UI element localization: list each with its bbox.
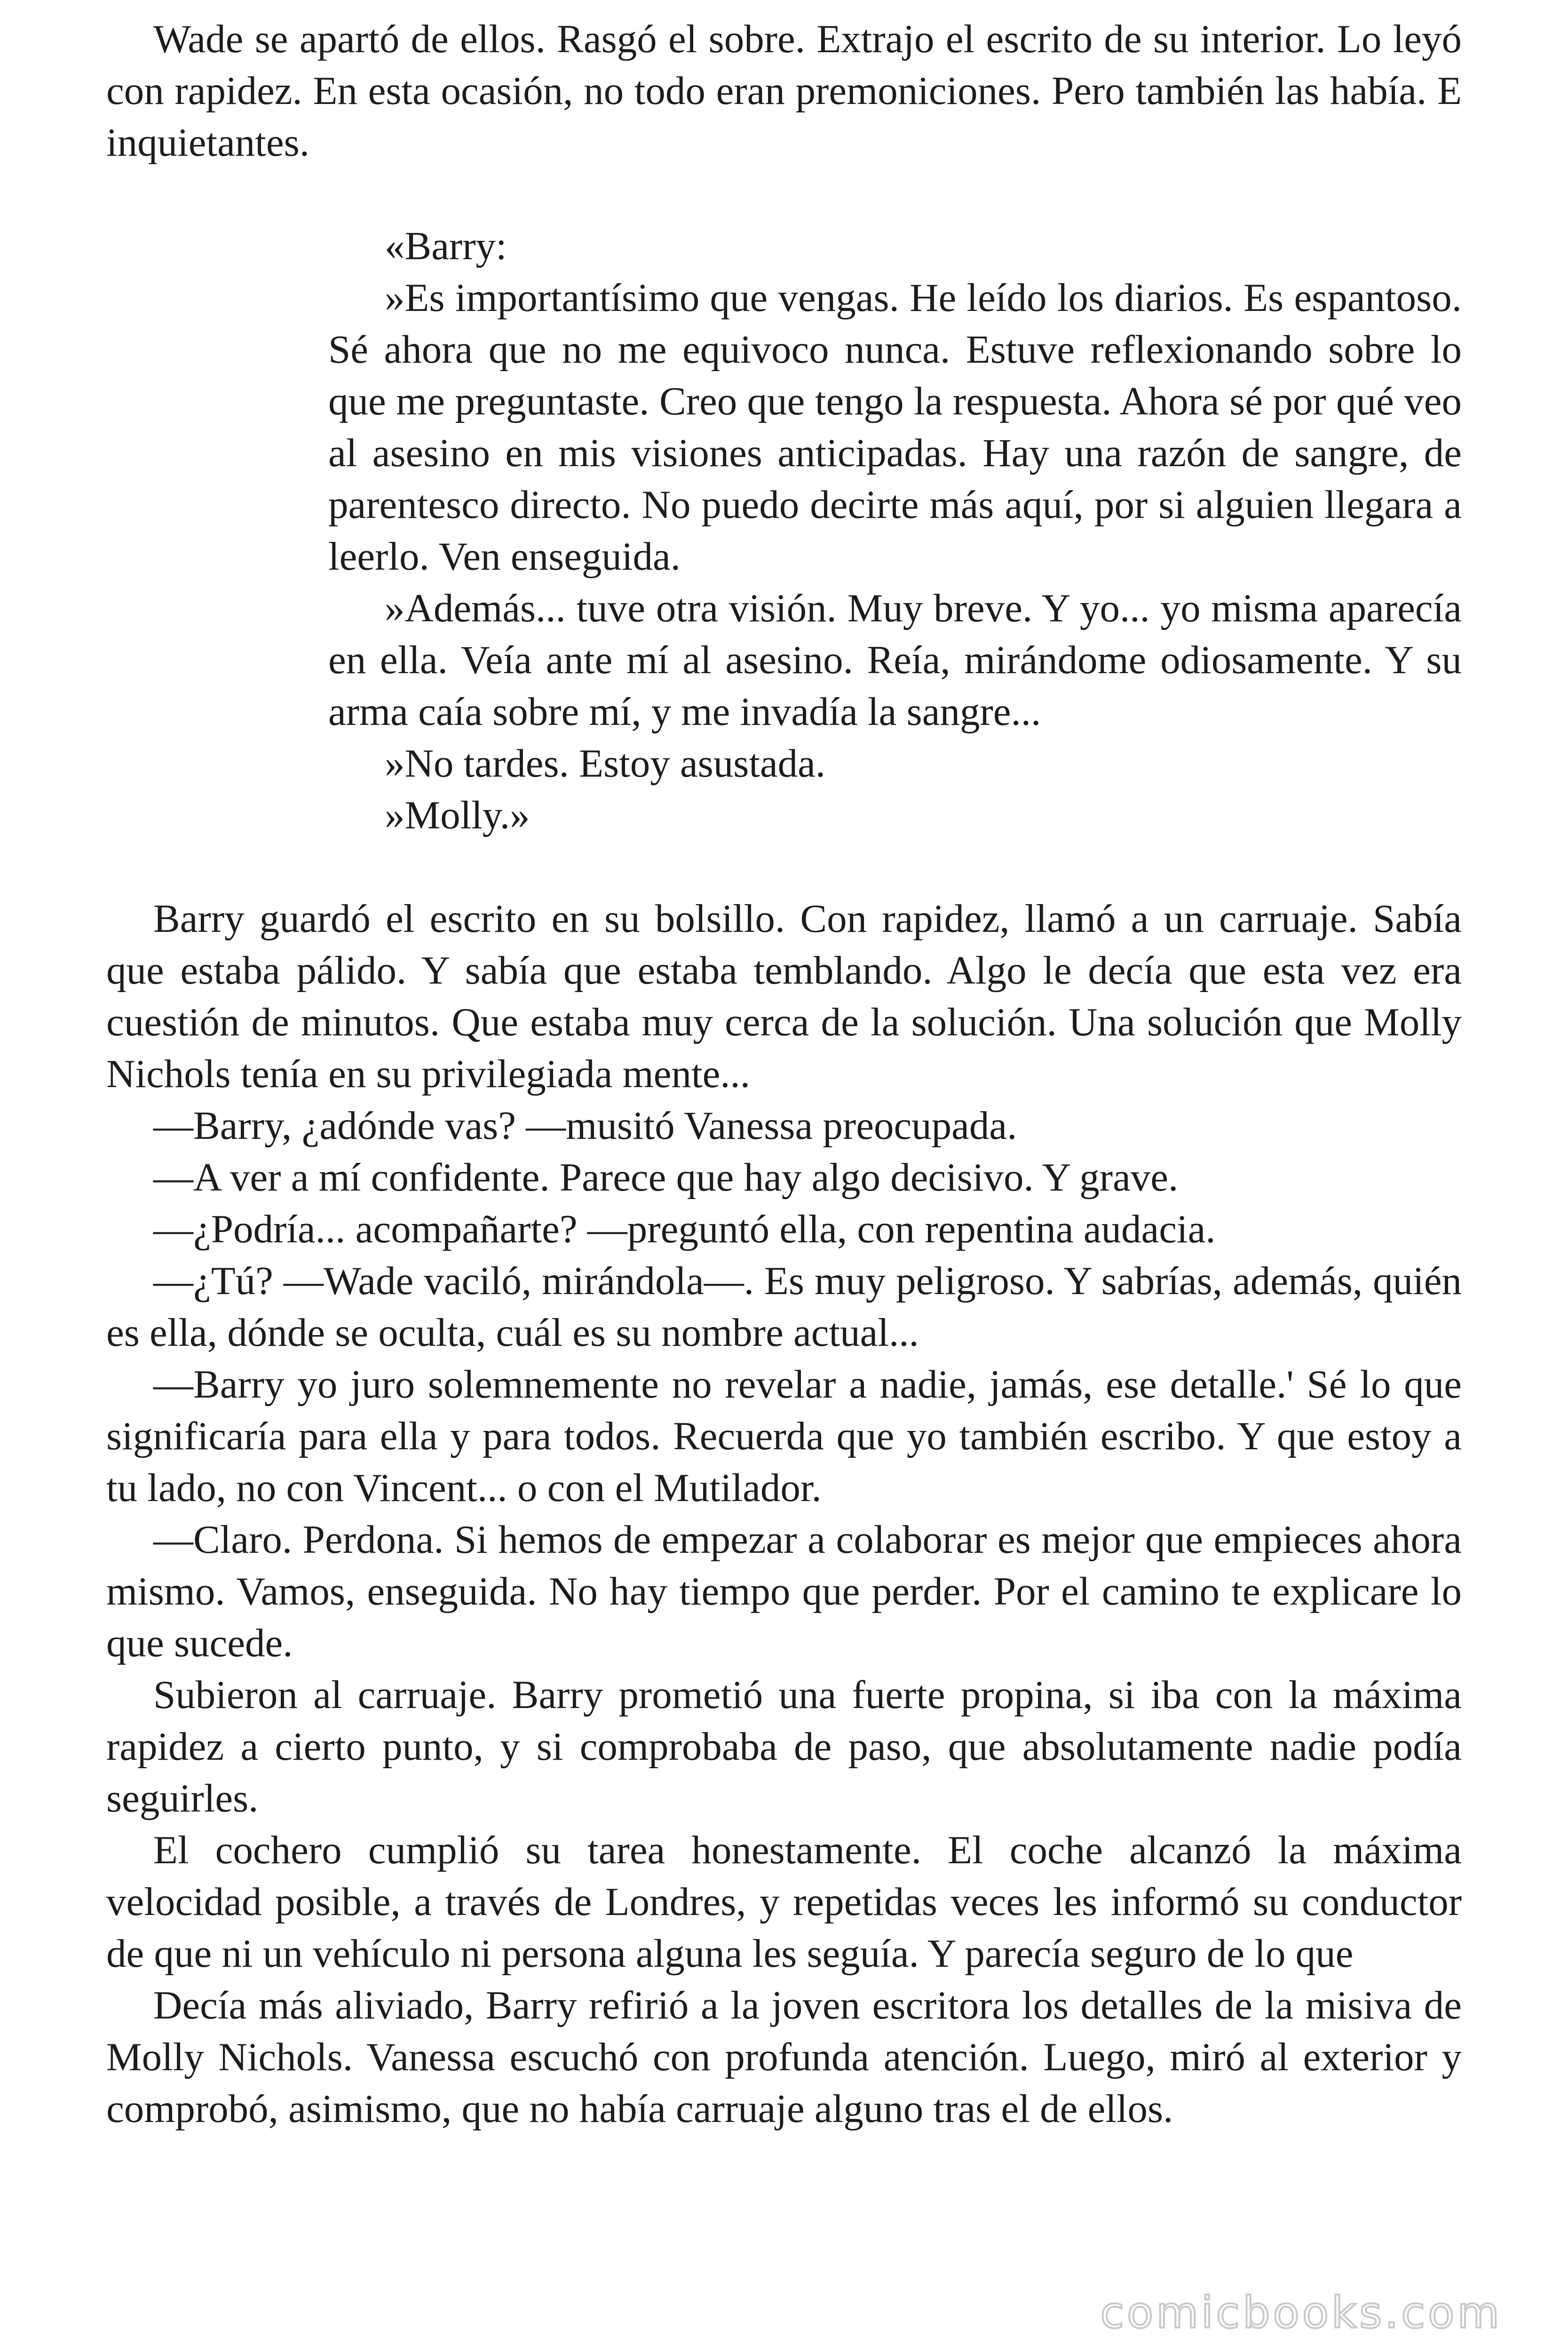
- dialogue-line: —Barry, ¿adónde vas? —musitó Vanessa preocupada.: [153, 1104, 1017, 1148]
- letter-paragraph: »No tardes. Estoy asustada.: [385, 741, 826, 786]
- letter-paragraph: »Además... tuve otra visión. Muy breve. Y yo... yo misma aparecía en ella. Veía ante mí al asesino. Reía, mirándome odiosamente. Y su arma caía sobre mí, y me invadía la sangre...: [328, 586, 1462, 734]
- watermark-logo: comicbooks.com: [1100, 2288, 1502, 2338]
- dialogue-line: —Barry yo juro solemnemente no revelar a nadie, jamás, ese detalle.' Sé lo que significaría para ella y para todos. Recuerda que yo también escribo. Y que estoy a tu lado, no con Vincent... o con el Mutilador.: [106, 1362, 1462, 1510]
- letter-signature: »Molly.»: [385, 793, 530, 837]
- letter-salutation: «Barry:: [385, 224, 507, 268]
- paragraph: Barry guardó el escrito en su bolsillo. Con rapidez, llamó a un carruaje. Sabía que estaba pálido. Y sabía que estaba temblando. Algo le decía que esta vez era cuestión de minutos. Que estaba muy cerca de la solución. Una solución que Molly Nichols tenía en su privilegiada mente...: [106, 897, 1462, 1096]
- paragraph: Decía más aliviado, Barry refirió a la joven escritora los detalles de la misiva de Molly Nichols. Vanessa escuchó con profunda atención. Luego, miró al exterior y comprobó, asimismo, que no había carruaje alguno tras el de ellos.: [106, 1983, 1462, 2131]
- letter-block: [328, 220, 1462, 841]
- letter-paragraph: »Es importantísimo que vengas. He leído los diarios. Es espantoso. Sé ahora que no me equivoco nunca. Estuve reflexionando sobre lo que me preguntaste. Creo que tengo la respuesta. Ahora sé por qué veo al asesino en mis visiones anticipadas. Hay una razón de sangre, de parentesco directo. No puedo decirte más aquí, por si alguien llegara a leerlo. Ven enseguida.: [328, 276, 1462, 579]
- dialogue-line: —¿Tú? —Wade vaciló, mirándola—. Es muy peligroso. Y sabrías, además, quién es ella, dónde se oculta, cuál es su nombre actual...: [106, 1259, 1462, 1355]
- book-page: [106, 13, 1462, 2135]
- paragraph: Subieron al carruaje. Barry prometió una fuerte propina, si iba con la máxima rapidez a cierto punto, y si comprobaba de paso, que absolutamente nadie podía seguirles.: [106, 1673, 1462, 1820]
- dialogue-line: —A ver a mí confidente. Parece que hay algo decisivo. Y grave.: [153, 1155, 1179, 1200]
- dialogue-line: —¿Podría... acompañarte? —preguntó ella, con repentina audacia.: [153, 1207, 1216, 1251]
- paragraph: El cochero cumplió su tarea honestamente. El coche alcanzó la máxima velocidad posible, a través de Londres, y repetidas veces les informó su conductor de que ni un vehículo ni persona alguna les seguía. Y parecía seguro de lo que: [106, 1828, 1462, 1976]
- dialogue-line: —Claro. Perdona. Si hemos de empezar a colaborar es mejor que empieces ahora mismo. Vamos, enseguida. No hay tiempo que perder. Por el camino te explicare lo que sucede.: [106, 1518, 1462, 1665]
- paragraph-intro: Wade se apartó de ellos. Rasgó el sobre. Extrajo el escrito de su interior. Lo leyó con rapidez. En esta ocasión, no todo eran premoniciones. Pero también las había. E inquietantes.: [106, 17, 1462, 165]
